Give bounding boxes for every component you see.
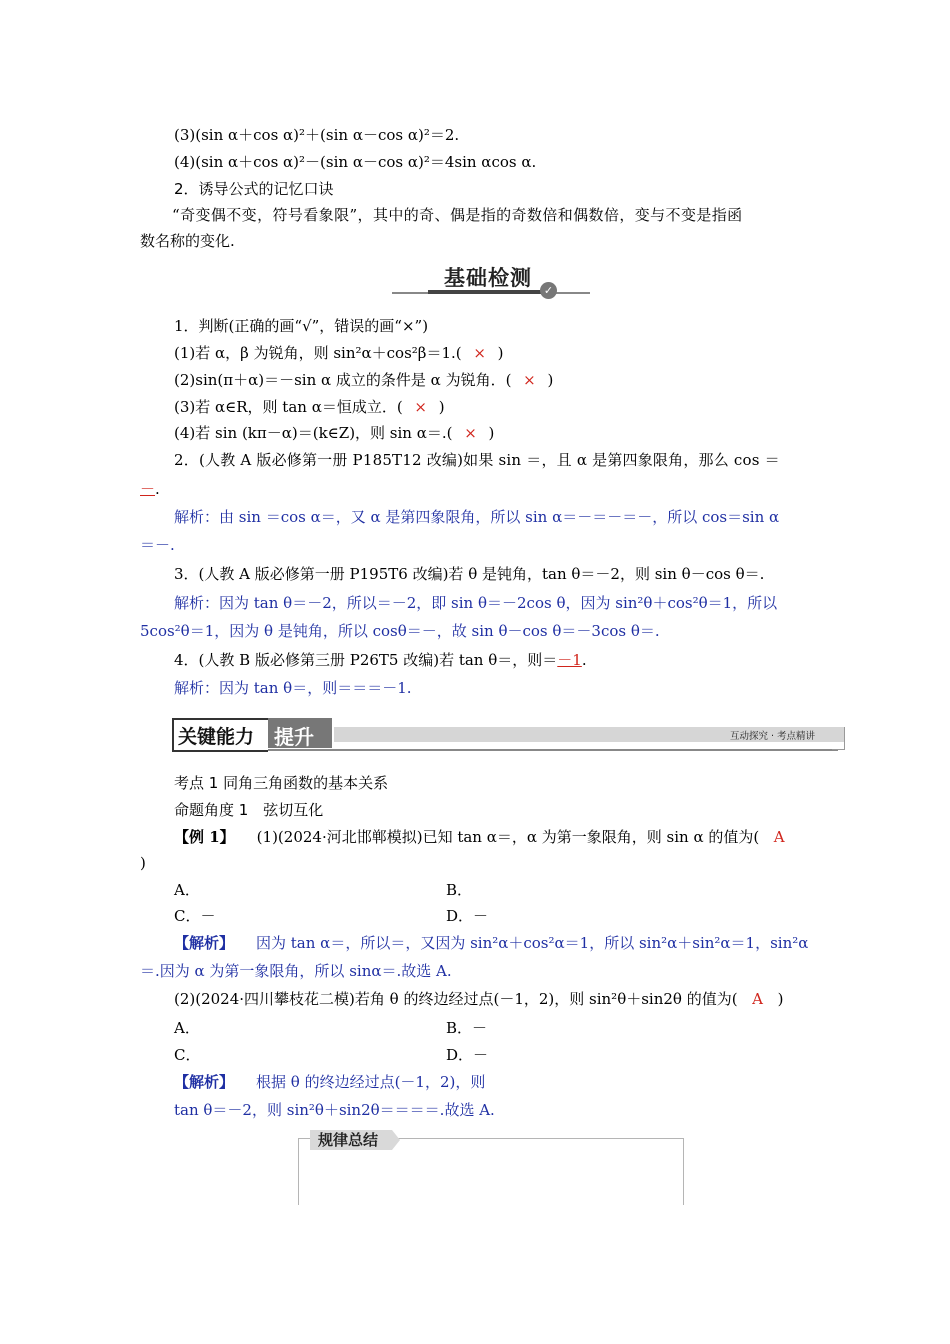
ex1-answer: A bbox=[773, 828, 785, 846]
mnemonic-line-1: “奇变偶不变，符号看象限”，其中的奇、偶是指的奇数倍和偶数倍，变与不变是指函 bbox=[172, 206, 743, 224]
ex1-close: ) bbox=[140, 854, 146, 872]
q1-item-2-close: ) bbox=[547, 371, 554, 389]
ex1-option-d: D．－ bbox=[446, 907, 489, 925]
ex1-stem: (1)(2024·河北邯郸模拟)已知 tan α＝，α 为第一象限角，则 sin α 的值为( bbox=[256, 828, 760, 846]
q2-answer: － bbox=[140, 480, 156, 498]
q1-item-1-text: (1)若 α，β 为锐角，则 sin²α＋cos²β＝1.( bbox=[174, 344, 462, 362]
ex1-option-c: C．－ bbox=[174, 907, 216, 925]
ex2-option-d: D．－ bbox=[446, 1046, 489, 1064]
section-key-tag: 提升 bbox=[274, 725, 314, 749]
q1-item-2 bbox=[174, 370, 553, 390]
q1-item-1-close: ) bbox=[497, 344, 504, 362]
ex2-stem: (2)(2024·四川攀枝花二模)若角 θ 的终边经过点(－1，2)，则 sin²θ＋sin2θ 的值为( bbox=[174, 990, 738, 1008]
q2-solution-line-1: 解析：由 sin ＝cos α＝，又 α 是第四象限角，所以 sin α＝－＝－＝－，所以 cos＝sin α bbox=[174, 508, 780, 526]
q4-stem-line bbox=[174, 650, 587, 670]
banner-corner bbox=[832, 727, 845, 750]
identity-4: (4)(sin α＋cos α)²－(sin α－cos α)²＝4sin αcos α. bbox=[174, 153, 537, 171]
ex2-solution-label: 【解析】 bbox=[174, 1073, 235, 1091]
ex1-solution-label: 【解析】 bbox=[174, 934, 235, 952]
topic-kaodian: 考点 1 同角三角函数的基本关系 bbox=[174, 774, 389, 792]
q4-answer: －1 bbox=[557, 651, 582, 669]
q1-item-1 bbox=[174, 343, 504, 363]
ex1-solution-text: 因为 tan α＝，所以＝，又因为 sin²α＋cos²α＝1，所以 sin²α＋sin²α＝1，sin²α bbox=[256, 934, 809, 952]
q1-item-3-answer: × bbox=[414, 398, 427, 416]
q1-stem: 1．判断(正确的画“√”，错误的画“×”) bbox=[174, 317, 429, 335]
q1-item-2-answer: × bbox=[523, 371, 536, 389]
ex2-option-a: A． bbox=[174, 1019, 200, 1037]
summary-tag-notch bbox=[392, 1130, 400, 1150]
q1-item-4-answer: × bbox=[464, 424, 477, 442]
ex1-solution-line-2: ＝.因为 α 为第一象限角，所以 sinα＝.故选 A. bbox=[140, 962, 452, 980]
ex2-solution-line-2: tan θ＝－2，则 sin²θ＋sin2θ＝＝＝＝.故选 A. bbox=[174, 1101, 495, 1119]
ex2-option-c: C． bbox=[174, 1046, 201, 1064]
mnemonic-heading: 2．诱导公式的记忆口诀 bbox=[174, 180, 334, 198]
identity-3: (3)(sin α＋cos α)²＋(sin α－cos α)²＝2. bbox=[174, 126, 460, 144]
ex2-close: ) bbox=[777, 990, 784, 1008]
q1-item-4-close: ) bbox=[488, 424, 495, 442]
q2-solution-line-2: ＝－. bbox=[140, 536, 175, 554]
q4-answer-tail: . bbox=[581, 651, 587, 669]
summary-tag: 规律总结 bbox=[318, 1131, 379, 1149]
ex2-solution-line-1 bbox=[174, 1072, 485, 1092]
ex1-solution-line-1 bbox=[174, 933, 808, 953]
q2-answer-tail: . bbox=[155, 480, 160, 498]
ex2-stem-line bbox=[174, 989, 783, 1009]
q1-item-4-text: (4)若 sin (kπ－α)＝(k∈Z)，则 sin α＝.( bbox=[174, 424, 453, 442]
topic-angle: 命题角度 1 弦切互化 bbox=[174, 801, 324, 819]
q2-stem: 2．(人教 A 版必修第一册 P185T12 改编)如果 sin ＝，且 α 是第四象限角，那么 cos ＝ bbox=[174, 451, 780, 469]
section-key-right-text: 互动探究 · 考点精讲 bbox=[730, 731, 816, 742]
q1-item-3-close: ) bbox=[438, 398, 445, 416]
mnemonic-line-2: 数名称的变化. bbox=[140, 232, 235, 250]
ex2-solution-text: 根据 θ 的终边经过点(－1，2)，则 bbox=[256, 1073, 486, 1091]
check-icon: ✓ bbox=[540, 282, 557, 299]
q1-item-3-text: (3)若 α∈R，则 tan α＝恒成立．( bbox=[174, 398, 403, 416]
ex2-answer: A bbox=[752, 990, 763, 1008]
banner-underline bbox=[268, 749, 838, 751]
ex1-stem-line bbox=[174, 827, 799, 847]
ex1-option-b: B． bbox=[446, 881, 473, 899]
q1-item-1-answer: × bbox=[473, 344, 486, 362]
q4-solution: 解析：因为 tan θ＝，则＝＝＝－1. bbox=[174, 679, 412, 697]
section-key-title: 关键能力 bbox=[178, 726, 255, 748]
section-key-banner bbox=[172, 718, 844, 754]
ex1-option-a: A． bbox=[174, 881, 200, 899]
ex2-option-b: B．－ bbox=[446, 1019, 488, 1037]
q1-item-4 bbox=[174, 423, 494, 443]
q2-answer-line bbox=[140, 479, 160, 499]
q1-item-3 bbox=[174, 397, 445, 417]
ex1-label: 【例 1】 bbox=[174, 828, 235, 846]
section-basic-title: 基础检测 bbox=[444, 266, 532, 290]
q1-item-2-text: (2)sin(π＋α)＝－sin α 成立的条件是 α 为锐角．( bbox=[174, 371, 512, 389]
q4-stem: 4．(人教 B 版必修第三册 P26T5 改编)若 tan θ＝，则＝ bbox=[174, 651, 558, 669]
q3-stem: 3．(人教 A 版必修第一册 P195T6 改编)若 θ 是钝角，tan θ＝－2，则 sin θ－cos θ＝. bbox=[174, 565, 765, 583]
q3-solution-line-2: 5cos²θ＝1，因为 θ 是钝角，所以 cosθ＝－，故 sin θ－cos θ＝－3cos θ＝. bbox=[140, 622, 660, 640]
q3-solution-line-1: 解析：因为 tan θ＝－2，所以＝－2，即 sin θ＝－2cos θ，因为 sin²θ＋cos²θ＝1，所以 bbox=[174, 594, 778, 612]
section-basic-banner bbox=[392, 262, 592, 302]
summary-box bbox=[298, 1132, 684, 1204]
